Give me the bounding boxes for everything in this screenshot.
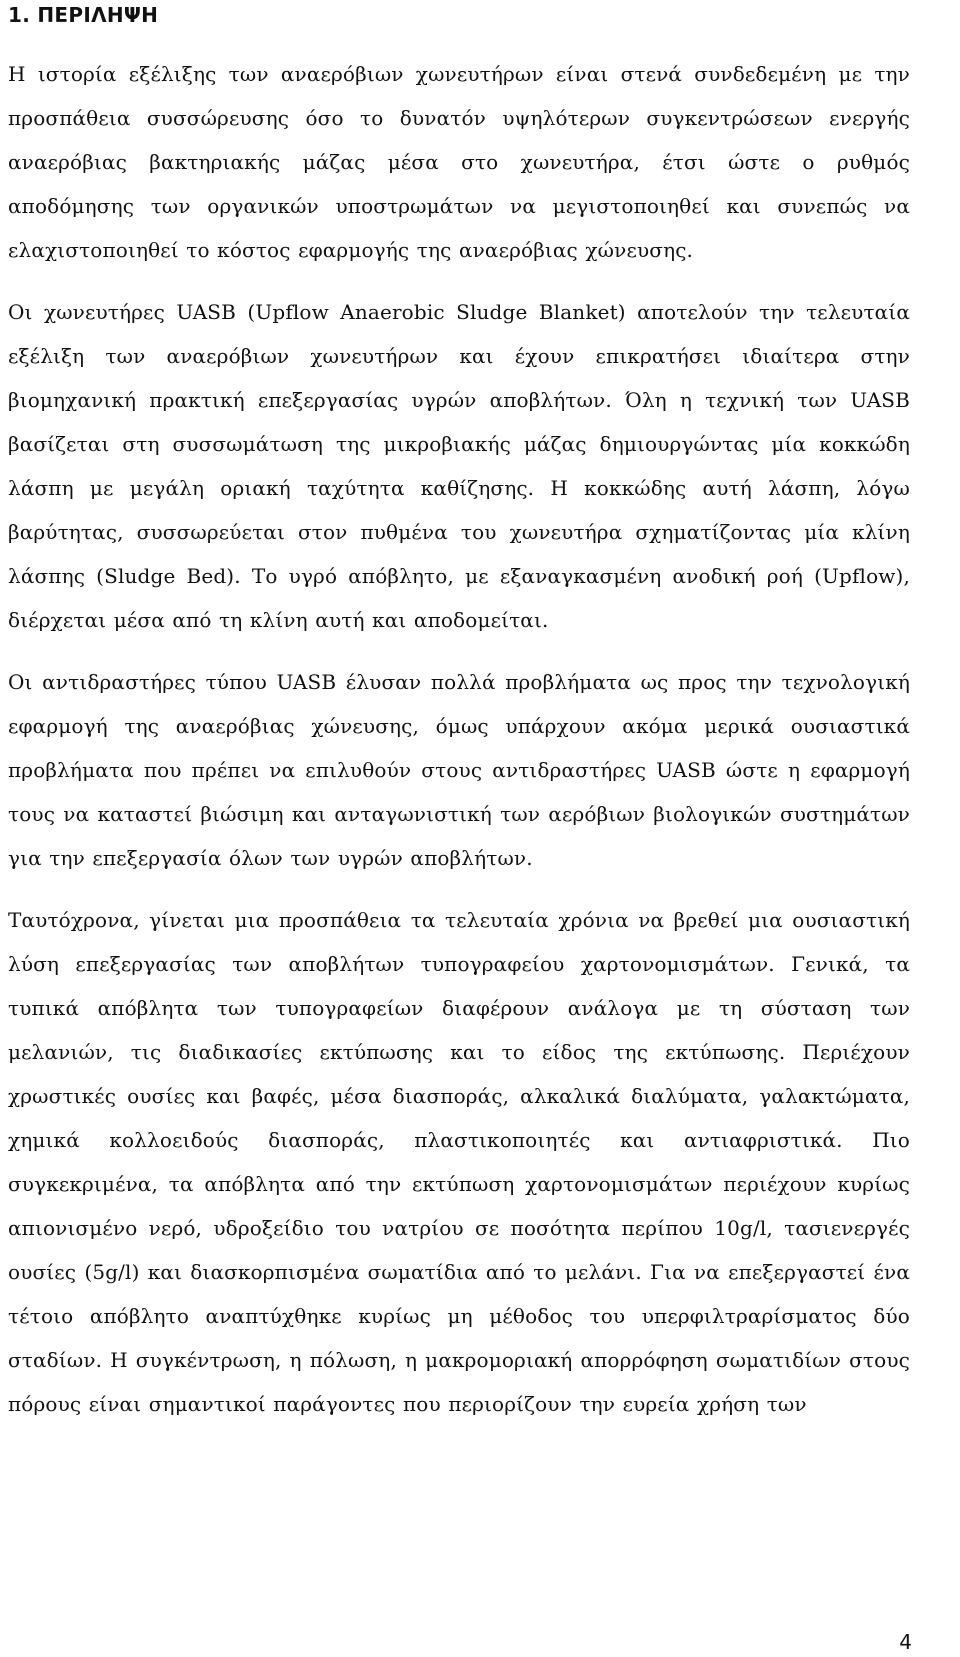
paragraph-history: Η ιστορία εξέλιξης των αναερόβιων χωνευτήρων είναι στενά συνδεδεμένη με την προσπάθεια συσσώρευσης όσο το δυνατόν υψηλότερων συγκεντρώσεων ενεργής αναερόβιας βακτηριακής μάζας μέσα στο χωνευτήρα, έτσι ώστε ο ρυθμός αποδόμησης των οργανικών υποστρωμάτων να μεγιστοποιηθεί και συνεπώς να ελαχιστοποιηθεί το κόστος εφαρμογής της αναερόβιας χώνευσης. [8, 62, 910, 262]
section-heading: 1. ΠΕΡΙΛΗΨΗ [8, 3, 159, 27]
paragraph-uasb: Οι χωνευτήρες UASB (Upflow Anaerobic Sludge Blanket) αποτελούν την τελευταία εξέλιξη των αναερόβιων χωνευτήρων και έχουν επικρατήσει ιδιαίτερα στην βιομηχανική πρακτική επεξεργασίας υγρών αποβλήτων. Όλη η τεχνική των UASB βασίζεται στη συσσωμάτωση της μικροβιακής μάζας δημιουργώντας μία κοκκώδη λάσπη με μεγάλη οριακή ταχύτητα καθίζησης. Η κοκκώδης αυτή λάσπη, λόγω βαρύτητας, συσσωρεύεται στον πυθμένα του χωνευτήρα σχηματίζοντας μία κλίνη λάσπης (Sludge Bed). Το υγρό απόβλητο, με εξαναγκασμένη ανοδική ροή (Upflow), διέρχεται μέσα από τη κλίνη αυτή και αποδομείται. [8, 300, 910, 632]
paragraph-uasb-problems: Οι αντιδραστήρες τύπου UASB έλυσαν πολλά προβλήματα ως προς την τεχνολογική εφαρμογή της αναερόβιας χώνευσης, όμως υπάρχουν ακόμα μερικά ουσιαστικά προβλήματα που πρέπει να επιλυθούν στους αντιδραστήρες UASB ώστε η εφαρμογή τους να καταστεί βιώσιμη και ανταγωνιστική των αερόβιων βιολογικών συστημάτων για την επεξεργασία όλων των υγρών αποβλήτων. [8, 670, 910, 870]
page-number: 4 [899, 1630, 912, 1654]
document-page [8, 0, 910, 1426]
paragraph-printing-wastewater: Ταυτόχρονα, γίνεται μια προσπάθεια τα τελευταία χρόνια να βρεθεί μια ουσιαστική λύση επεξεργασίας των αποβλήτων τυπογραφείου χαρτονομισμάτων. Γενικά, τα τυπικά απόβλητα των τυπογραφείων διαφέρουν ανάλογα με τη σύσταση των μελανιών, τις διαδικασίες εκτύπωσης και το είδος της εκτύπωσης. Περιέχουν χρωστικές ουσίες και βαφές, μέσα διασποράς, αλκαλικά διαλύματα, γαλακτώματα, χημικά κολλοειδούς διασποράς, πλαστικοποιητές και αντιαφριστικά. Πιο συγκεκριμένα, τα απόβλητα από την εκτύπωση χαρτονομισμάτων περιέχουν κυρίως απιονισμένο νερό, υδροξείδιο του νατρίου σε ποσότητα περίπου 10g/l, τασιενεργές ουσίες (5g/l) και διασκορπισμένα σωματίδια από το μελάνι. Για να επεξεργαστεί ένα τέτοιο απόβλητο αναπτύχθηκε κυρίως μη μέθοδος του υπερφιλτραρίσματος δύο σταδίων. Η συγκέντρωση, η πόλωση, η μακρομοριακή απορρόφηση σωματιδίων στους πόρους είναι σημαντικοί παράγοντες που περιορίζουν την ευρεία χρήση των [8, 908, 910, 1416]
